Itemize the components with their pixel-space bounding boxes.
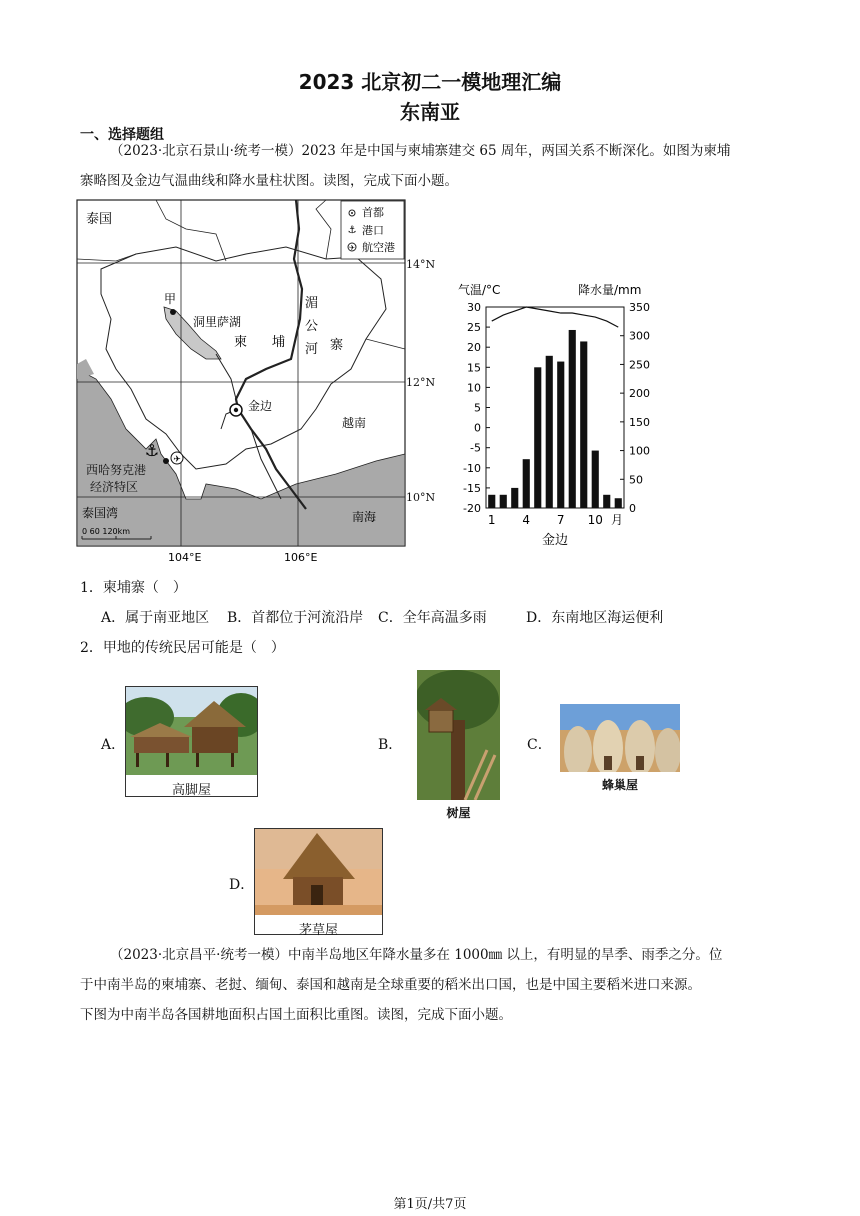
label-vietnam: 越南 <box>342 416 367 430</box>
x-axis-label: 金边 <box>541 533 569 548</box>
section2-line-3: 下图为中南半岛各国耕地面积占国土面积比重图。读图，完成下面小题。 <box>80 1007 512 1023</box>
q2-option-b-letter[interactable]: B． <box>378 737 403 753</box>
label-sez-1: 西哈努克港 <box>86 463 147 477</box>
label-mekong-2: 公 <box>305 319 319 334</box>
right-tick-label: 150 <box>629 415 650 429</box>
precip-bar <box>488 495 495 508</box>
label-lon-106: 106°E <box>284 551 318 564</box>
label-mekong-3: 河 <box>305 342 319 357</box>
precip-bar <box>580 341 587 508</box>
precip-bar <box>534 367 541 508</box>
right-tick-label: 250 <box>629 358 650 372</box>
stilt-house-caption: 高脚屋 <box>171 783 211 798</box>
x-unit-label: 月 <box>611 513 624 527</box>
precip-bar <box>511 488 518 508</box>
label-cam-1: 柬 <box>234 335 248 350</box>
precip-bar <box>557 362 564 508</box>
q2-option-d-letter[interactable]: D． <box>229 877 255 893</box>
q1-option-b[interactable]: B．首都位于河流沿岸 <box>227 610 364 626</box>
q2-stem: 2．甲地的传统民居可能是（ ） <box>80 640 285 656</box>
thatched-hut-image <box>255 829 382 915</box>
label-sea: 南海 <box>352 510 377 524</box>
beehive-house-photo[interactable] <box>560 704 680 790</box>
port-icon: ⚓ <box>144 441 160 460</box>
thatched-hut-photo[interactable] <box>254 828 383 938</box>
label-mekong-1: 湄 <box>305 296 319 311</box>
left-tick-label: -20 <box>463 502 481 515</box>
x-tick-label: 1 <box>487 513 496 527</box>
label-cam-3: 寨 <box>330 338 344 353</box>
q1-option-a[interactable]: A．属于南亚地区 <box>101 610 210 626</box>
document-title: 2023 北京初二一模地理汇编 <box>298 70 562 94</box>
q1-option-d[interactable]: D．东南地区海运便利 <box>526 610 664 626</box>
svg-text:✈: ✈ <box>349 244 355 252</box>
label-capital: 金边 <box>248 399 273 413</box>
label-gulf: 泰国湾 <box>82 506 119 520</box>
label-lon-104: 104°E <box>168 551 202 564</box>
x-tick-label: 7 <box>556 513 565 527</box>
precip-bar <box>546 356 553 508</box>
left-tick-label: -15 <box>463 481 481 495</box>
intro-line-2: 寨略图及金边气温曲线和降水量柱状图。读图，完成下面小题。 <box>80 173 458 189</box>
beehive-house-caption: 蜂巢屋 <box>601 778 638 792</box>
precip-bar <box>615 498 622 508</box>
left-tick-label: -5 <box>470 441 481 455</box>
sez-point <box>163 458 169 464</box>
precip-bar <box>569 330 576 508</box>
stilt-house-photo[interactable] <box>125 686 258 797</box>
tree-house-image <box>417 670 500 800</box>
label-lake: 洞里萨湖 <box>193 315 242 329</box>
left-tick-label: 30 <box>467 301 481 314</box>
temperature-line <box>492 307 619 327</box>
jia-point <box>170 309 176 315</box>
climate-chart <box>448 278 668 552</box>
q2-option-c-letter[interactable]: C． <box>527 737 552 753</box>
legend-capital: 首都 <box>362 206 384 219</box>
section2-line-1: （2023·北京昌平·统考一模）中南半岛地区年降水量多在 1000㎜ 以上，有明显的旱季、雨季之分。位 <box>110 947 723 963</box>
label-thailand: 泰国 <box>86 212 113 227</box>
legend-port: 港口 <box>362 224 384 237</box>
right-tick-label: 200 <box>629 387 650 401</box>
label-lat-10: 10°N <box>406 491 436 504</box>
label-jia: 甲 <box>164 292 177 306</box>
left-tick-label: 10 <box>467 381 481 395</box>
plot-frame <box>486 307 624 508</box>
tree-house-photo[interactable] <box>417 670 500 820</box>
x-tick-label: 10 <box>587 513 603 527</box>
precip-bar <box>592 451 599 508</box>
tree-house-caption: 树屋 <box>446 806 471 820</box>
right-tick-label: 100 <box>629 444 650 458</box>
left-tick-label: 20 <box>467 341 481 355</box>
scale-label: 0 60 120km <box>82 527 131 536</box>
x-tick-label: 4 <box>522 513 531 527</box>
q2-option-a-letter[interactable]: A． <box>101 737 126 753</box>
intro-line-1: （2023·北京石景山·统考一模）2023 年是中国与柬埔寨建交 65 周年，两国关系不断深化。如图为柬埔 <box>110 143 731 159</box>
section2-line-2: 于中南半岛的柬埔寨、老挝、缅甸、泰国和越南是全球重要的稻米出口国，也是中国主要稻米进口来源。 <box>80 977 701 993</box>
precip-bar <box>500 495 507 508</box>
thatched-hut-caption: 茅草屋 <box>298 923 338 938</box>
label-lat-12: 12°N <box>406 376 436 389</box>
beehive-house-image <box>560 704 680 772</box>
left-tick-label: 5 <box>474 401 481 415</box>
label-sez-2: 经济特区 <box>90 480 139 494</box>
right-tick-label: 50 <box>629 473 643 487</box>
right-tick-label: 300 <box>629 329 650 343</box>
q1-stem: 1．柬埔寨（ ） <box>80 580 187 596</box>
cambodia-map <box>76 199 406 569</box>
left-tick-label: -10 <box>463 461 481 475</box>
svg-text:✈: ✈ <box>173 455 181 465</box>
stilt-house-image <box>126 687 257 775</box>
legend-airport: 航空港 <box>362 241 395 254</box>
document-subtitle: 东南亚 <box>400 100 460 124</box>
port-legend-icon: ⚓ <box>347 225 357 236</box>
right-tick-label: 0 <box>629 502 636 515</box>
label-cam-2: 埔 <box>272 335 286 350</box>
precip-bar <box>603 495 610 508</box>
section-heading: 一、选择题组 <box>80 127 164 143</box>
left-tick-label: 15 <box>467 361 481 375</box>
q1-option-c[interactable]: C．全年高温多雨 <box>378 610 487 626</box>
right-tick-label: 350 <box>629 301 650 314</box>
precip-bar <box>523 459 530 508</box>
label-lat-14: 14°N <box>406 258 436 271</box>
right-axis-label: 降水量/mm <box>578 283 642 297</box>
page-number: 第1页/共7页 <box>393 1197 467 1212</box>
left-tick-label: 0 <box>474 421 481 435</box>
left-tick-label: 25 <box>467 321 481 335</box>
left-axis-label: 气温/°C <box>458 283 501 297</box>
